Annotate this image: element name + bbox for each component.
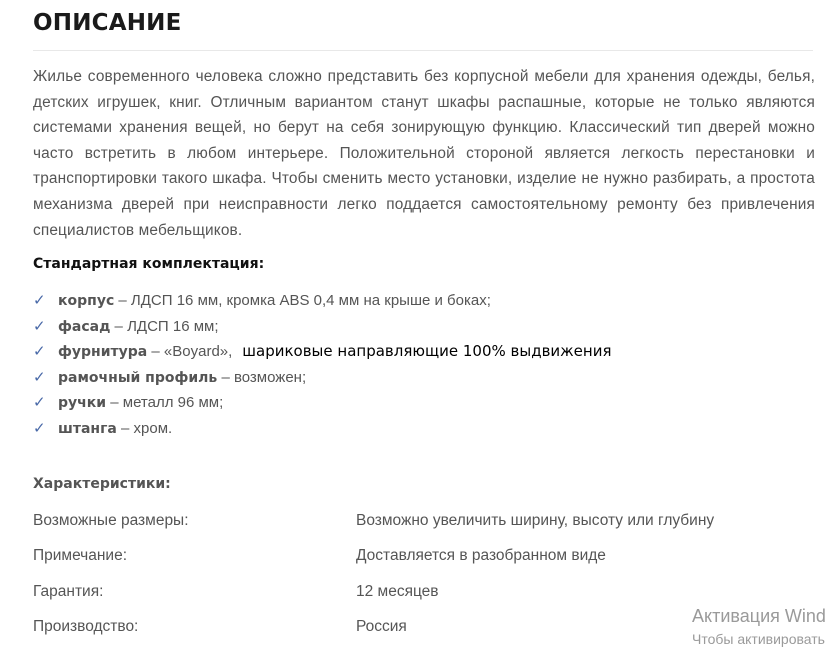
kit-item-name: фасад <box>58 318 111 335</box>
description-text: Жилье современного человека сложно представить без корпусной мебели для хранения одежды, белья, детских игрушек, книг. Отличным вариантом станут шкафы распашные, которые не только являются системами хранения вещей, но берут на себя зонирующую функцию. Классический тип дверей можно часто встретить в любом интерьере. Положительной стороной является легкость перестановки и транспортировки такого шкафа. Чтобы сменить место установки, изделие не нужно разбирать, а простота механизма дверей при неисправности легко поддается самостоятельному ремонту без привлечения специалистов мебельщиков. <box>33 68 815 239</box>
kit-item-name: штанга <box>58 420 117 437</box>
spec-label: Возможные размеры: <box>33 512 189 529</box>
checkmark-icon: ✓ <box>33 367 46 386</box>
kit-item-name: ручки <box>58 395 107 412</box>
kit-list <box>33 288 612 442</box>
spec-row <box>0 547 836 569</box>
kit-title: Стандартная комплектация: <box>33 256 265 272</box>
kit-item-extra: шариковые направляющие 100% выдвижения <box>242 342 612 361</box>
kit-item-value: – «Boyard», <box>147 343 233 361</box>
specs-title: Характеристики: <box>33 476 171 492</box>
kit-item <box>33 390 612 416</box>
kit-item-name: корпус <box>58 293 115 309</box>
kit-item <box>33 288 612 314</box>
page-title: ОПИСАНИЕ <box>33 10 182 36</box>
kit-item-value: – металл 96 мм; <box>106 394 224 412</box>
spec-label: Примечание: <box>33 547 128 564</box>
spec-value: Россия <box>356 618 407 635</box>
kit-item <box>33 314 612 340</box>
title-divider <box>33 50 813 51</box>
kit-item-value: – ЛДСП 16 мм, кромка ABS 0,4 мм на крыше и боках; <box>114 292 491 309</box>
spec-value: Доставляется в разобранном виде <box>356 547 606 564</box>
kit-item-name: фурнитура <box>58 344 148 361</box>
spec-label: Гарантия: <box>33 583 104 600</box>
spec-value: 12 месяцев <box>356 583 439 600</box>
spec-label: Производство: <box>33 618 139 635</box>
checkmark-icon: ✓ <box>33 393 46 412</box>
checkmark-icon: ✓ <box>33 342 46 361</box>
spec-row <box>0 512 836 534</box>
watermark-line-1: Активация Wind <box>692 606 826 626</box>
kit-item-value: – возможен; <box>217 368 307 386</box>
activation-watermark <box>692 605 836 648</box>
checkmark-icon: ✓ <box>33 291 46 309</box>
checkmark-icon: ✓ <box>33 418 46 437</box>
kit-item <box>33 416 612 442</box>
kit-item-name: рамочный профиль <box>58 369 218 386</box>
watermark-line-2: Чтобы активировать <box>692 631 825 647</box>
kit-item-value: – хром. <box>116 419 173 437</box>
kit-item-value: – ЛДСП 16 мм; <box>110 317 219 335</box>
kit-item <box>33 365 612 391</box>
checkmark-icon: ✓ <box>33 316 46 335</box>
kit-item <box>33 339 612 365</box>
spec-row <box>0 583 836 605</box>
spec-value: Возможно увеличить ширину, высоту или глубину <box>356 512 715 529</box>
